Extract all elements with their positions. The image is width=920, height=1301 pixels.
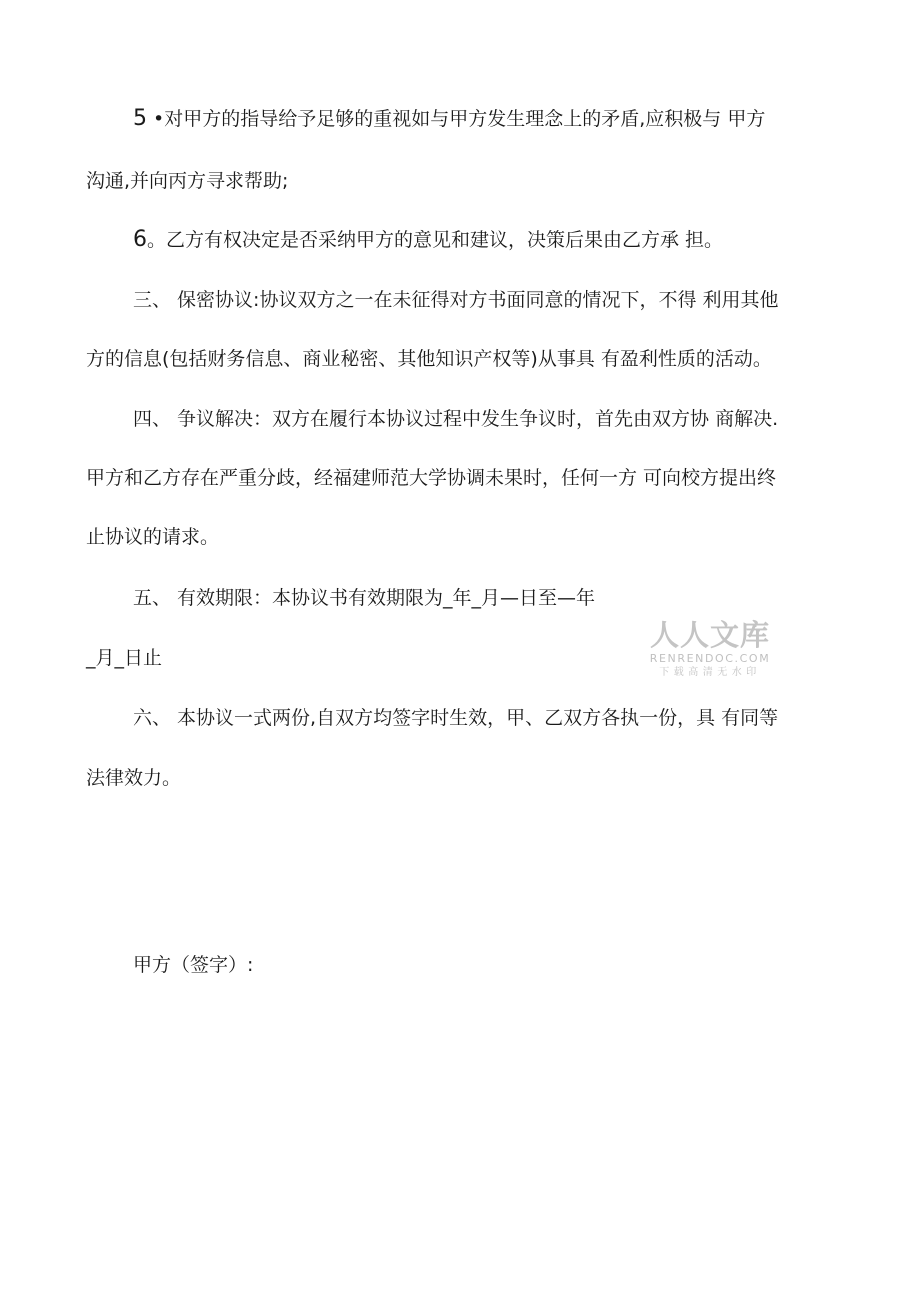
confidentiality-line-2: 方的信息(包括财务信息、商业秘密、其他知识产权等)从事具 有盈利性质的活动。 (86, 348, 772, 370)
watermark-brand: 人人文库 (649, 618, 770, 652)
watermark-slogan: 下载高清无水印 (659, 667, 761, 678)
confidentiality-line-1: 三、 保密协议:协议双方之一在未征得对方书面同意的情况下，不得 利用其他 (133, 289, 779, 311)
signature-party-a: 甲方（签字）: (133, 954, 254, 976)
copies-line-1: 六、 本协议一式两份,自双方均签字时生效，甲、乙双方各执一份，具 有同等 (133, 707, 779, 729)
clause-5-number: 5 (133, 106, 147, 131)
dispute-line-2: 甲方和乙方存在严重分歧，经福建师范大学协调未果时，任何一方 可向校方提出终 (86, 467, 777, 489)
watermark-domain: RENRENDOC.COM (649, 652, 771, 665)
copies-line-2: 法律效力。 (86, 767, 182, 789)
dispute-line-3: 止协议的请求。 (86, 526, 220, 548)
watermark-logo (640, 618, 780, 680)
clause-6-text: 。乙方有权决定是否采纳甲方的意见和建议，决策后果由乙方承 担。 (147, 229, 724, 251)
clause-5-line-1 (133, 106, 836, 132)
validity-line-1: 五、 有效期限：本协议书有效期限为_年_月—日至—年 (133, 587, 596, 609)
clause-5-line-2: 沟通,并向丙方寻求帮助; (86, 170, 289, 192)
validity-line-2: _月_日止 (86, 647, 163, 669)
clause-6-number: 6 (133, 227, 147, 252)
dispute-line-1: 四、 争议解决：双方在履行本协议过程中发生争议时，首先由双方协 商解决. (133, 408, 779, 430)
clause-5-text: •对甲方的指导给予足够的重视如与甲方发生理念上的矛盾,应积极与 甲方 (147, 108, 766, 130)
clause-6-line-1 (133, 227, 836, 253)
